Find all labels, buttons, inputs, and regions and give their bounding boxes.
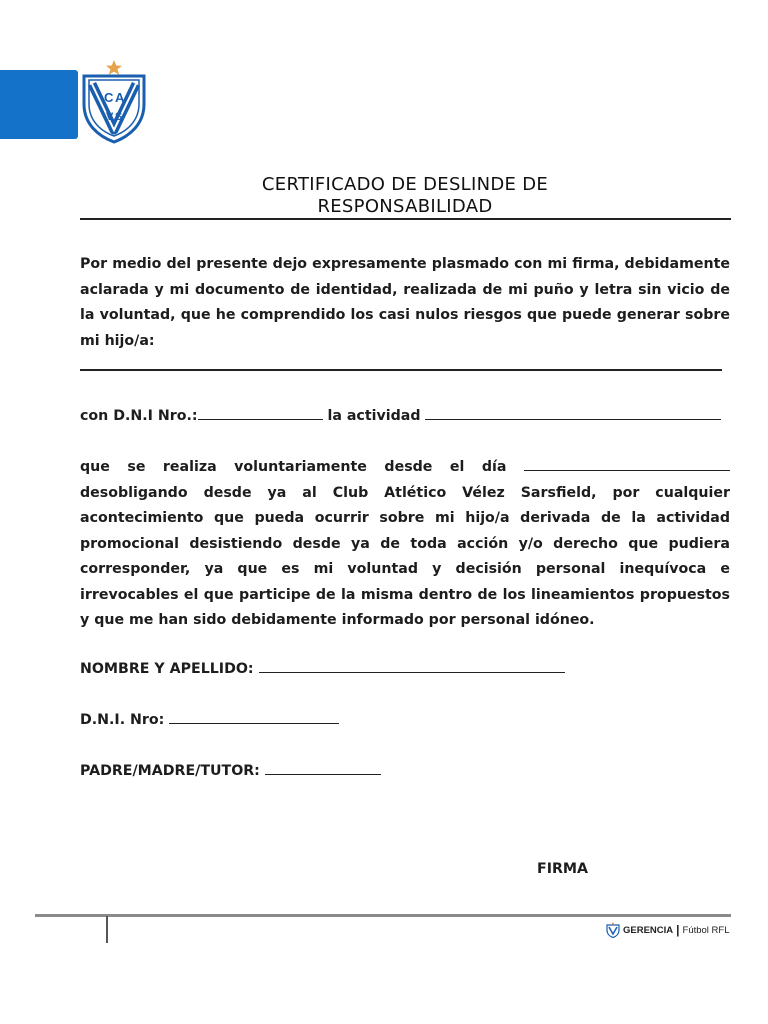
dni-field-label: D.N.I. Nro: xyxy=(80,712,165,728)
release-paragraph xyxy=(80,455,730,634)
intro-paragraph: Por medio del presente dejo expresamente plasmado con mi firma, debidamente aclarada y mi documento de identidad, realizada de mi puño y letra sin vicio de la voluntad, que he comprendido los casi nulos riesgos que puede generar sobre mi hijo/a: xyxy=(80,256,730,349)
footer-tick xyxy=(106,916,108,943)
nombre-row xyxy=(80,658,565,677)
footer-brand xyxy=(606,922,730,938)
footer-separator: | xyxy=(676,923,680,937)
padre-label: PADRE/MADRE/TUTOR: xyxy=(80,763,260,779)
club-crest-icon xyxy=(80,58,148,144)
footer-area: Fútbol RFL xyxy=(682,924,730,936)
dni-blank xyxy=(198,405,323,420)
svg-text:S: S xyxy=(115,111,123,123)
signature-label: FIRMA xyxy=(537,861,588,877)
footer-gerencia: GERENCIA xyxy=(623,924,674,936)
dni-row xyxy=(80,709,339,728)
title-line-1: CERTIFICADO DE DESLINDE DE xyxy=(261,174,549,195)
footer-rule xyxy=(35,914,731,917)
child-name-blank xyxy=(80,369,722,371)
date-blank xyxy=(524,456,730,471)
nombre-blank xyxy=(259,658,565,673)
release-text-mid: desobligando xyxy=(80,484,188,501)
nombre-label: NOMBRE Y APELLIDO: xyxy=(80,661,254,677)
svg-text:A: A xyxy=(115,90,125,105)
release-text-rest: desde ya al Club Atlético Vélez Sarsfield, por cualquier acontecimiento que pueda ocurrir sobre mi hijo/a derivada de la actividad promocional desistiendo desde ya de toda acción y/o derecho que pudiera corresponder, ya que es mi voluntad y decisión personal inequívoca e irrevocables el que participe de la misma dentro de los lineamientos propuestos y que me han sido debidamente informado por personal idóneo. xyxy=(80,484,730,628)
footer-crest-icon xyxy=(606,922,620,938)
dni-label: con D.N.I Nro.: xyxy=(80,408,198,424)
release-text-start: que se realiza voluntariamente desde el día xyxy=(80,459,507,475)
title-line-2: RESPONSABILIDAD xyxy=(317,196,493,217)
actividad-blank xyxy=(425,405,721,420)
svg-text:C: C xyxy=(104,90,114,105)
svg-text:V: V xyxy=(106,111,114,123)
actividad-label: la actividad xyxy=(327,408,421,424)
blue-side-tab xyxy=(0,70,78,139)
padre-blank xyxy=(265,760,381,775)
dni-activity-row xyxy=(80,405,721,424)
dni-field-blank xyxy=(169,709,339,724)
document-title xyxy=(80,174,730,218)
title-underline xyxy=(80,218,731,220)
padre-row xyxy=(80,760,381,779)
